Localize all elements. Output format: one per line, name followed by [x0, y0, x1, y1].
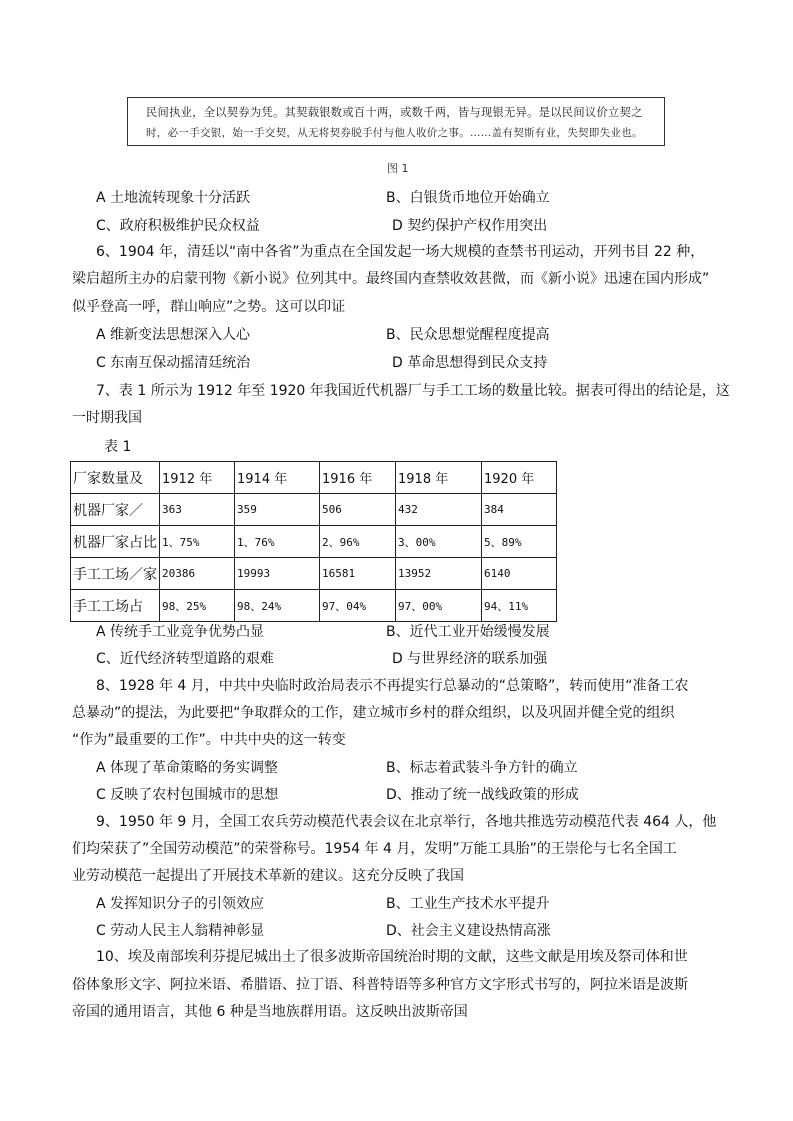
table-cell: 359	[235, 494, 320, 526]
q5-option-c: C、政府积极维护民众权益	[96, 218, 260, 234]
table-cell: 98、25%	[160, 590, 235, 622]
table-row	[71, 558, 557, 590]
figure-quote-line-1: 民间执业，全以契券为凭。其契载银数或百十两，或数千两，皆与现银无异。是以民间议价立契之	[146, 106, 643, 119]
q8-option-d: D、推动了统一战线政策的形成	[386, 787, 579, 803]
q5-option-d: D 契约保护产权作用突出	[392, 218, 548, 234]
q8-option-b: B、标志着武装斗争方针的确立	[386, 760, 578, 776]
q6-stem-line-3: 似乎登高一呼，群山响应”之势。这可以印证	[72, 299, 346, 315]
table-cell: 1、75%	[160, 526, 235, 558]
table-cell: 3、00%	[396, 526, 482, 558]
table-row-label: 手工工场／家	[71, 558, 160, 590]
q7-option-a: A 传统手工业竞争优势凸显	[96, 624, 265, 640]
table-cell: 19993	[235, 558, 320, 590]
table-cell: 16581	[320, 558, 396, 590]
table-cell: 506	[320, 494, 396, 526]
table-header-cell: 1918 年	[396, 462, 482, 494]
q9-option-c: C 劳动人民主人翁精神彰显	[96, 923, 265, 939]
q9-option-a: A 发挥知识分子的引领效应	[96, 896, 265, 912]
table-cell: 363	[160, 494, 235, 526]
table-row	[71, 590, 557, 622]
q7-stem-line-2: 一时期我国	[72, 410, 142, 426]
table-1	[70, 461, 557, 622]
table-cell: 94、11%	[482, 590, 557, 622]
table-cell: 2、96%	[320, 526, 396, 558]
table-header-cell: 1920 年	[482, 462, 557, 494]
table-header-cell: 1914 年	[235, 462, 320, 494]
table-header-cell: 厂家数量及	[71, 462, 160, 494]
table-row	[71, 494, 557, 526]
table-cell: 5、89%	[482, 526, 557, 558]
q8-stem-line-2: 总暴动”的提法，为此要把“争取群众的工作，建立城市乡村的群众组织，以及巩固并健全党的组织	[72, 705, 675, 721]
table-row	[71, 526, 557, 558]
table-row-label: 机器厂家占比	[71, 526, 160, 558]
q7-option-b: B、近代工业开始缓慢发展	[386, 624, 550, 640]
table-cell: 6140	[482, 558, 557, 590]
table-cell: 432	[396, 494, 482, 526]
q6-stem-line-2: 梁启超所主办的启蒙刊物《新小说》位列其中。最终国内查禁收效甚微，而《新小说》迅速在国内形成”	[72, 271, 710, 287]
table-cell: 20386	[160, 558, 235, 590]
q8-stem-line-3: “作为”最重要的工作”。中共中央的这一转变	[72, 732, 346, 748]
table-header-cell: 1912 年	[160, 462, 235, 494]
figure-1-quote-box	[127, 97, 665, 146]
table-1-title: 表 1	[104, 439, 132, 455]
table-cell: 384	[482, 494, 557, 526]
figure-caption: 图 1	[387, 162, 409, 175]
q10-stem-line-1: 10、埃及南部埃利芬提尼城出土了很多波斯帝国统治时期的文献，这些文献是用埃及祭司体和世	[96, 949, 688, 965]
q7-stem-line-1: 7、表 1 所示为 1912 年至 1920 年我国近代机器厂与手工工场的数量比较。据表可得出的结论是，这	[96, 383, 730, 399]
q9-stem-line-1: 9、1950 年 9 月，全国工农兵劳动模范代表会议在北京举行，各地共推选劳动模范代表 464 人，他	[96, 814, 717, 830]
figure-quote-line-2: 时，必一手交银，始一手交契，从无将契券脱手付与他人收价之事。……盖有契斯有业，失契即失业也。	[146, 127, 643, 139]
q10-stem-line-3: 帝国的通用语言，其他 6 种是当地族群用语。这反映出波斯帝国	[72, 1004, 468, 1020]
table-row-label: 机器厂家／	[71, 494, 160, 526]
table-cell: 97、04%	[320, 590, 396, 622]
q8-option-c: C 反映了农村包围城市的思想	[96, 787, 279, 803]
q9-stem-line-2: 们均荣获了”全国劳动模范”的荣誉称号。1954 年 4 月，发明”万能工具胎”的王崇伦与七名全国工	[72, 841, 677, 857]
q6-option-d: D 革命思想得到民众支持	[392, 355, 548, 371]
q6-option-a: A 维新变法思想深入人心	[96, 327, 251, 343]
table-cell: 97、00%	[396, 590, 482, 622]
q8-stem-line-1: 8、1928 年 4 月，中共中央临时政治局表示不再提实行总暴动的“总策略”，转而使用“准备工农	[96, 678, 689, 694]
q5-option-b: B、白银货币地位开始确立	[386, 190, 550, 206]
q9-option-d: D、社会主义建设热情高涨	[386, 923, 551, 939]
table-header-row	[71, 462, 557, 494]
q10-stem-line-2: 俗体象形文字、阿拉米语、希腊语、拉丁语、科普特语等多种官方文字形式书写的，阿拉米语是波斯	[72, 977, 688, 993]
q6-option-b: B、民众思想觉醒程度提高	[386, 327, 550, 343]
q7-option-c: C、近代经济转型道路的艰难	[96, 651, 274, 667]
q6-stem-line-1: 6、1904 年，清廷以“南中各省”为重点在全国发起一场大规模的查禁书刊运动，开列书目 22 种，	[96, 244, 705, 260]
table-header-cell: 1916 年	[320, 462, 396, 494]
table-cell: 98、24%	[235, 590, 320, 622]
table-row-label: 手工工场占	[71, 590, 160, 622]
q9-option-b: B、工业生产技术水平提升	[386, 896, 550, 912]
q5-option-a: A 土地流转现象十分活跃	[96, 190, 251, 206]
table-cell: 1、76%	[235, 526, 320, 558]
q9-stem-line-3: 业劳动模范一起提出了开展技术革新的建议。这充分反映了我国	[72, 868, 464, 884]
q7-option-d: D 与世界经济的联系加强	[392, 651, 548, 667]
table-cell: 13952	[396, 558, 482, 590]
q8-option-a: A 体现了革命策略的务实调整	[96, 760, 279, 776]
q6-option-c: C 东南互保动摇清廷统治	[96, 355, 251, 371]
